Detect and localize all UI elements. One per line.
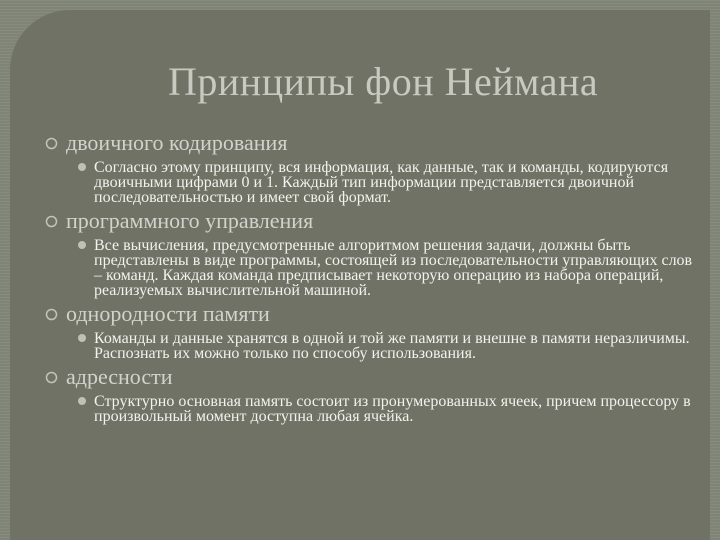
principle-detail-text: Согласно этому принципу, вся информация, как данные, так и команды, кодируются двоичными цифрами 0 и 1. Каждый тип информации представляется двоичной последовательностью и имеет свой формат. (94, 159, 669, 206)
principle-detail-text: Команды и данные хранятся в одной и той же памяти и внешне в памяти неразличимы. Распознать их можно только по способу использования. (94, 330, 690, 362)
principle-heading-text: двоичного кодирования (66, 130, 288, 155)
principle-detail-text: Структурно основная память состоит из пронумерованных ячеек, причем процессору в произвольный момент доступна любая ячейка. (94, 393, 691, 425)
principle-detail (36, 160, 704, 205)
principle-detail (36, 394, 704, 424)
hollow-bullet-icon (45, 137, 58, 150)
principle-heading (36, 303, 704, 325)
principle-heading-text: однородности памяти (66, 301, 270, 326)
hollow-bullet-icon (45, 215, 58, 228)
principle-heading (36, 366, 704, 388)
principle-heading (36, 210, 704, 232)
dot-bullet-icon (78, 163, 86, 171)
dot-bullet-icon (78, 241, 86, 249)
dot-bullet-icon (78, 397, 86, 405)
principle-detail (36, 238, 704, 298)
hollow-bullet-icon (45, 308, 58, 321)
principle-detail (36, 331, 704, 361)
hollow-bullet-icon (45, 371, 58, 384)
principle-detail-text: Все вычисления, предусмотренные алгоритмом решения задачи, должны быть представлены в виде программы, состоящей из последовательности управляющих слов – команд. Каждая команда предписывает некоторую операцию из набора операций, реализуемых вычислительной машиной. (94, 237, 693, 299)
slide-title: Принципы фон Неймана (168, 59, 599, 104)
dot-bullet-icon (78, 334, 86, 342)
slide-content (36, 132, 704, 424)
principle-heading-text: программного управления (66, 208, 314, 233)
principle-heading-text: адресности (66, 364, 173, 389)
principle-heading (36, 132, 704, 154)
